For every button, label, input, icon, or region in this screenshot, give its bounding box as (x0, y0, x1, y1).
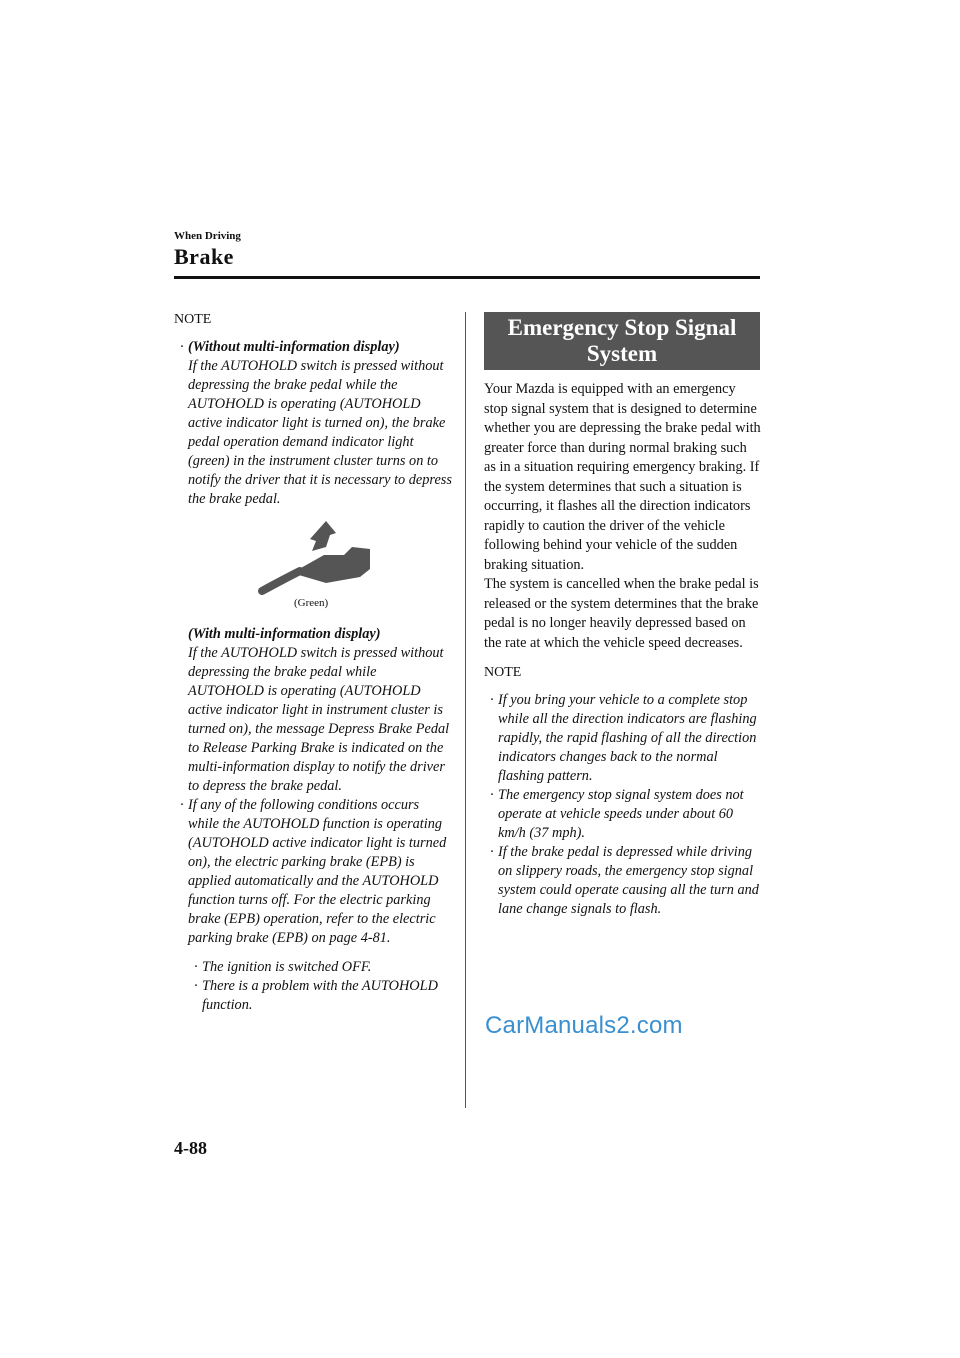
condition-item (174, 977, 452, 1015)
note-item-alt-body: If the AUTOHOLD switch is pressed without depressing the brake pedal while AUTOHOLD is operating (AUTOHOLD active indicator light in instrument cluster is turned on), the message Depress Brake Pedal to Release Parking Brake is indicated on the multi-information display to notify the driver to depress the brake pedal. (188, 645, 450, 794)
section-header-line1: Emergency Stop Signal (507, 315, 737, 340)
brake-pedal-foot-icon (174, 517, 452, 597)
condition-text: The ignition is switched OFF. (202, 959, 372, 975)
condition-text: There is a problem with the AUTOHOLD function. (202, 978, 438, 1013)
note-item (484, 691, 762, 786)
note-item-body: If you bring your vehicle to a complete stop while all the direction indicators are flashing rapidly, the rapid flashing of all the direction indicators changes back to the normal flashing pattern. (498, 692, 757, 784)
condition-item (174, 958, 452, 977)
bullet-icon: · (194, 959, 198, 975)
note-item (484, 786, 762, 843)
bullet-icon: · (180, 339, 184, 355)
page-number: 4-88 (174, 1138, 207, 1158)
left-column (174, 312, 452, 1015)
note-item-alt-title: (With multi-information display) (188, 626, 381, 642)
section-header-box (484, 312, 760, 370)
note-label: NOTE (174, 312, 212, 327)
note-label: NOTE (484, 665, 522, 680)
column-divider (465, 312, 466, 1108)
bullet-icon: · (180, 797, 184, 813)
note-item-body: If the brake pedal is depressed while driving on slippery roads, the emergency stop signal system could operate causing all the turn and lane change signals to flash. (498, 844, 759, 917)
right-column (484, 312, 762, 919)
note-item (484, 843, 762, 919)
bullet-icon: · (490, 844, 494, 860)
section-title: Brake (174, 244, 234, 269)
header-rule (174, 276, 760, 279)
note-item-alt (174, 625, 452, 796)
body-paragraph: The system is cancelled when the brake pedal is released or the system determines that the brake pedal is no longer heavily depressed based on the rate at which the vehicle speed decreases. (484, 576, 759, 651)
figure-caption: (Green) (294, 597, 329, 609)
bullet-icon: · (490, 692, 494, 708)
bullet-icon: · (490, 787, 494, 803)
note-item-body: The emergency stop signal system does not operate at vehicle speeds under about 60 km/h (37 mph). (498, 787, 744, 841)
chapter-label: When Driving (174, 230, 241, 242)
note-item (174, 796, 452, 948)
note-item (174, 338, 452, 509)
note-item-body: If the AUTOHOLD switch is pressed without depressing the brake pedal while the AUTOHOLD is operating (AUTOHOLD active indicator light is turned on), the brake pedal operation demand indicator light (green) in the instrument cluster turns on to notify the driver that it is necessary to depress the brake pedal. (188, 358, 452, 507)
brake-pedal-indicator-figure (174, 517, 452, 617)
note-item-body: If any of the following conditions occurs while the AUTOHOLD function is operating (AUTOHOLD active indicator light is turned on), the electric parking brake (EPB) is applied automatically and the AUTOHOLD function turns off. For the electric parking brake (EPB) operation, refer to the electric parking brake (EPB) on page 4-81. (188, 797, 447, 946)
note-item-title: (Without multi-information display) (188, 339, 400, 355)
bullet-icon: · (194, 978, 198, 994)
section-header-line2: System (586, 341, 658, 366)
watermark-link[interactable]: CarManuals2.com (485, 1012, 683, 1039)
body-paragraph: Your Mazda is equipped with an emergency stop signal system that is designed to determine whether you are depressing the brake pedal with greater force than during normal braking such as in a situation requiring emergency braking. If the system determines that such a situation is occurring, it flashes all the direction indicators rapidly to caution the driver of the vehicle following behind your vehicle of the sudden braking situation. (484, 381, 761, 573)
